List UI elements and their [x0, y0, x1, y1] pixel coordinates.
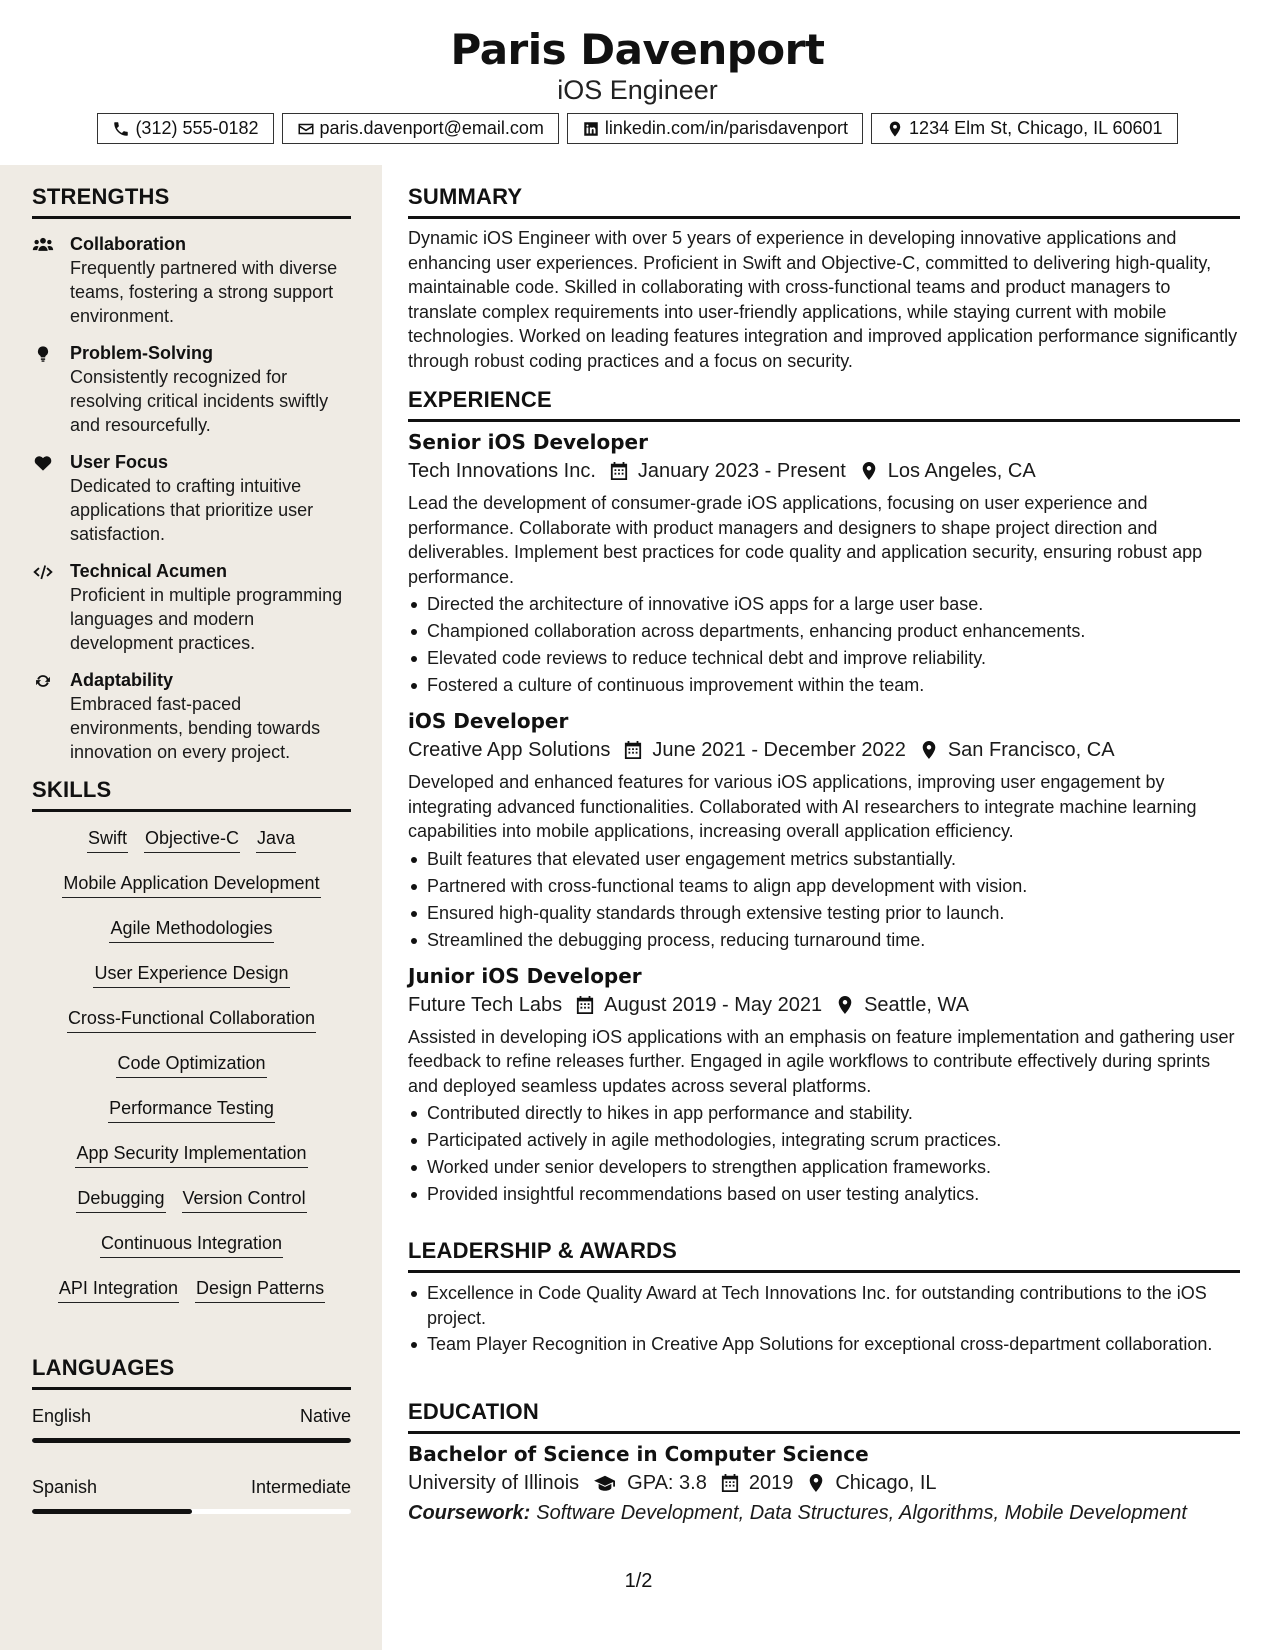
- job-meta: [408, 735, 1240, 765]
- job-bullet: Directed the architecture of innovative iOS apps for a large user base.: [408, 591, 1240, 618]
- page-number: 1/2: [624, 1570, 653, 1592]
- education-title: EDUCATION: [408, 1399, 1240, 1434]
- job-bullet: Fostered a culture of continuous improvement within the team.: [408, 672, 1240, 699]
- strength-title: Problem-Solving: [70, 343, 214, 363]
- email-text: paris.davenport@email.com: [319, 118, 544, 138]
- skill-tag: Continuous Integration: [100, 1231, 283, 1258]
- language-item: [32, 1475, 351, 1514]
- skill-tag: Objective-C: [144, 826, 240, 853]
- graduation-cap-icon: [593, 1473, 617, 1493]
- job-bullets: [408, 591, 1240, 699]
- address-text: 1234 Elm St, Chicago, IL 60601: [909, 118, 1163, 138]
- coursework-label: Coursework:: [408, 1502, 531, 1524]
- contact-phone[interactable]: [97, 113, 273, 144]
- summary-text: Dynamic iOS Engineer with over 5 years of experience in developing innovative applications and enhancing user experiences. Proficient in Swift and Objective-C, committed to delivering high-quality, maintainable code. Skilled in collaborating with cross-functional teams and product managers to translate complex requirements into user-friendly applications, while staying current with mobile technologies. Worked on leading features integration and improved application performance significantly through robust coding practices and a focus on security.: [408, 228, 1238, 371]
- gpa-text: GPA: 3.8: [627, 1472, 707, 1494]
- job-location: Seattle, WA: [864, 993, 969, 1016]
- phone-text: (312) 555-0182: [135, 118, 259, 138]
- skill-tag: Version Control: [182, 1186, 307, 1213]
- job-title: Junior iOS Developer: [408, 963, 642, 988]
- experience-title: EXPERIENCE: [408, 387, 1240, 422]
- calendar-icon: [576, 995, 594, 1015]
- school-location: Chicago, IL: [835, 1472, 937, 1494]
- map-pin-icon: [886, 120, 904, 138]
- contact-linkedin[interactable]: [567, 113, 863, 144]
- skill-tag: Mobile Application Development: [62, 871, 320, 898]
- map-pin-icon: [920, 740, 938, 760]
- job-bullet: Provided insightful recommendations based on user testing analytics.: [408, 1181, 1240, 1208]
- skill-tag: Agile Methodologies: [109, 916, 273, 943]
- job-location: Los Angeles, CA: [887, 460, 1036, 482]
- award-item: Excellence in Code Quality Award at Tech Innovations Inc. for outstanding contributions to the iOS project.: [408, 1281, 1240, 1330]
- skills-section: [32, 777, 351, 1321]
- job-bullet: Worked under senior developers to strengthen application frameworks.: [408, 1154, 1240, 1181]
- coursework-text: Software Development, Data Structures, Algorithms, Mobile Development: [536, 1502, 1187, 1524]
- candidate-name: Paris Davenport: [450, 25, 825, 74]
- sync-icon: [32, 671, 54, 691]
- strength-item: [32, 232, 351, 328]
- awards-title: LEADERSHIP & AWARDS: [408, 1238, 1240, 1273]
- skills-list: [32, 826, 351, 1321]
- languages-section: [32, 1355, 351, 1514]
- job-entry: [408, 428, 1240, 699]
- calendar-icon: [610, 461, 628, 481]
- phone-icon: [112, 120, 130, 138]
- language-proficiency-fill: [32, 1509, 192, 1514]
- job-meta: [408, 990, 1240, 1020]
- job-bullet: Championed collaboration across departments, enhancing product enhancements.: [408, 618, 1240, 645]
- job-bullet: Built features that elevated user engagement metrics substantially.: [408, 846, 1240, 873]
- skill-tag: Swift: [87, 826, 128, 853]
- skill-tag: Code Optimization: [116, 1051, 266, 1078]
- skill-tag: Performance Testing: [108, 1096, 275, 1123]
- strength-desc: Proficient in multiple programming languages and modern development practices.: [70, 585, 343, 653]
- language-proficiency-bar: [32, 1509, 351, 1514]
- strength-item: [32, 341, 351, 437]
- job-bullets: [408, 846, 1240, 954]
- envelope-icon: [297, 120, 315, 138]
- job-company: Future Tech Labs: [408, 993, 563, 1016]
- skill-tag: User Experience Design: [93, 961, 289, 988]
- skill-tag: App Security Implementation: [75, 1141, 307, 1168]
- map-pin-icon: [836, 995, 854, 1015]
- strength-title: User Focus: [70, 452, 169, 472]
- job-description: Developed and enhanced features for various iOS applications, improving user engagement by integrating advanced functionalities. Collaborated with AI researchers to integrate machine learning capabilities into mobile applications, increasing overall application efficiency.: [408, 772, 1197, 841]
- job-dates: August 2019 - May 2021: [604, 993, 823, 1016]
- job-bullet: Partnered with cross-functional teams to align app development with vision.: [408, 873, 1240, 900]
- strength-title: Adaptability: [70, 670, 174, 690]
- degree-title: Bachelor of Science in Computer Science: [408, 1442, 869, 1466]
- language-item: [32, 1404, 351, 1443]
- strength-desc: Frequently partnered with diverse teams, fostering a strong support environment.: [70, 258, 338, 326]
- language-level: Native: [299, 1406, 351, 1426]
- strengths-section: [32, 184, 351, 764]
- contact-address[interactable]: [871, 113, 1178, 144]
- award-item: Team Player Recognition in Creative App Solutions for exceptional cross-department collaboration.: [408, 1332, 1240, 1357]
- skill-tag: Design Patterns: [195, 1276, 325, 1303]
- language-proficiency-fill: [32, 1438, 351, 1443]
- job-bullet: Participated actively in agile methodologies, integrating scrum practices.: [408, 1127, 1240, 1154]
- graduation-year: 2019: [748, 1472, 794, 1494]
- job-dates: January 2023 - Present: [637, 460, 846, 482]
- calendar-icon: [624, 740, 642, 760]
- skill-tag: Debugging: [76, 1186, 165, 1213]
- job-entry: [408, 707, 1240, 954]
- job-company: Creative App Solutions: [408, 739, 611, 761]
- coursework-line: [408, 1498, 1240, 1528]
- strength-item: [32, 559, 351, 655]
- job-bullet: Contributed directly to hikes in app performance and stability.: [408, 1100, 1240, 1127]
- strength-title: Technical Acumen: [70, 561, 228, 581]
- job-meta: [408, 456, 1240, 486]
- education-section: [408, 1399, 1240, 1528]
- skill-tag: Java: [256, 826, 296, 853]
- heart-icon: [32, 453, 54, 473]
- summary-section: [408, 184, 1240, 373]
- education-meta: [408, 1468, 1240, 1498]
- linkedin-text: linkedin.com/in/parisdavenport: [604, 118, 849, 138]
- job-entry: [408, 962, 1240, 1209]
- job-title: Senior iOS Developer: [408, 430, 648, 454]
- awards-section: [408, 1238, 1240, 1359]
- job-description: Lead the development of consumer-grade iOS applications, focusing on user experience and performance. Collaborate with product managers and designers to shape project direction and deliverables. Implement best practices for code quality and application security, ensuring robust app performance.: [408, 493, 1203, 587]
- skill-tag: API Integration: [58, 1276, 179, 1303]
- awards-list: [408, 1281, 1240, 1357]
- experience-section: [408, 387, 1240, 1208]
- users-icon: [32, 235, 54, 255]
- skills-title: SKILLS: [32, 777, 351, 812]
- strength-item: [32, 450, 351, 546]
- job-bullets: [408, 1100, 1240, 1208]
- map-pin-icon: [807, 1473, 825, 1493]
- strength-item: [32, 668, 351, 764]
- summary-title: SUMMARY: [408, 184, 1240, 219]
- strength-desc: Embraced fast-paced environments, bending towards innovation on every project.: [70, 694, 321, 762]
- contact-bar: [0, 113, 1275, 144]
- skill-tag: Cross-Functional Collaboration: [67, 1006, 316, 1033]
- language-name: English: [32, 1406, 92, 1426]
- language-name: Spanish: [32, 1477, 98, 1497]
- linkedin-icon: [582, 120, 600, 138]
- language-proficiency-bar: [32, 1438, 351, 1443]
- resume-header: [0, 0, 1275, 165]
- calendar-icon: [721, 1473, 739, 1493]
- languages-title: LANGUAGES: [32, 1355, 351, 1390]
- job-description: Assisted in developing iOS applications with an emphasis on feature implementation and gathering user feedback to refine releases further. Engaged in agile workflows to contribute effectively during sprints and deployed seamless updates across several platforms.: [408, 1026, 1235, 1096]
- job-title: iOS Developer: [408, 709, 569, 733]
- job-dates: June 2021 - December 2022: [652, 739, 906, 761]
- strength-desc: Dedicated to crafting intuitive applications that prioritize user satisfaction.: [70, 476, 314, 544]
- job-company: Tech Innovations Inc.: [408, 460, 596, 482]
- language-level: Intermediate: [250, 1477, 351, 1497]
- strength-title: Collaboration: [70, 234, 186, 254]
- job-bullet: Ensured high-quality standards through extensive testing prior to launch.: [408, 900, 1240, 927]
- job-location: San Francisco, CA: [947, 739, 1115, 761]
- strengths-title: STRENGTHS: [32, 184, 351, 219]
- sidebar: [0, 165, 382, 1650]
- job-bullet: Streamlined the debugging process, reducing turnaround time.: [408, 927, 1240, 954]
- job-bullet: Elevated code reviews to reduce technical debt and improve reliability.: [408, 645, 1240, 672]
- contact-email[interactable]: [282, 113, 559, 144]
- map-pin-icon: [860, 461, 878, 481]
- school-name: University of Illinois: [408, 1472, 580, 1494]
- candidate-role: iOS Engineer: [557, 75, 718, 105]
- lightbulb-icon: [32, 344, 54, 364]
- strength-desc: Consistently recognized for resolving critical incidents swiftly and resourcefully.: [70, 367, 329, 435]
- code-icon: [32, 562, 54, 582]
